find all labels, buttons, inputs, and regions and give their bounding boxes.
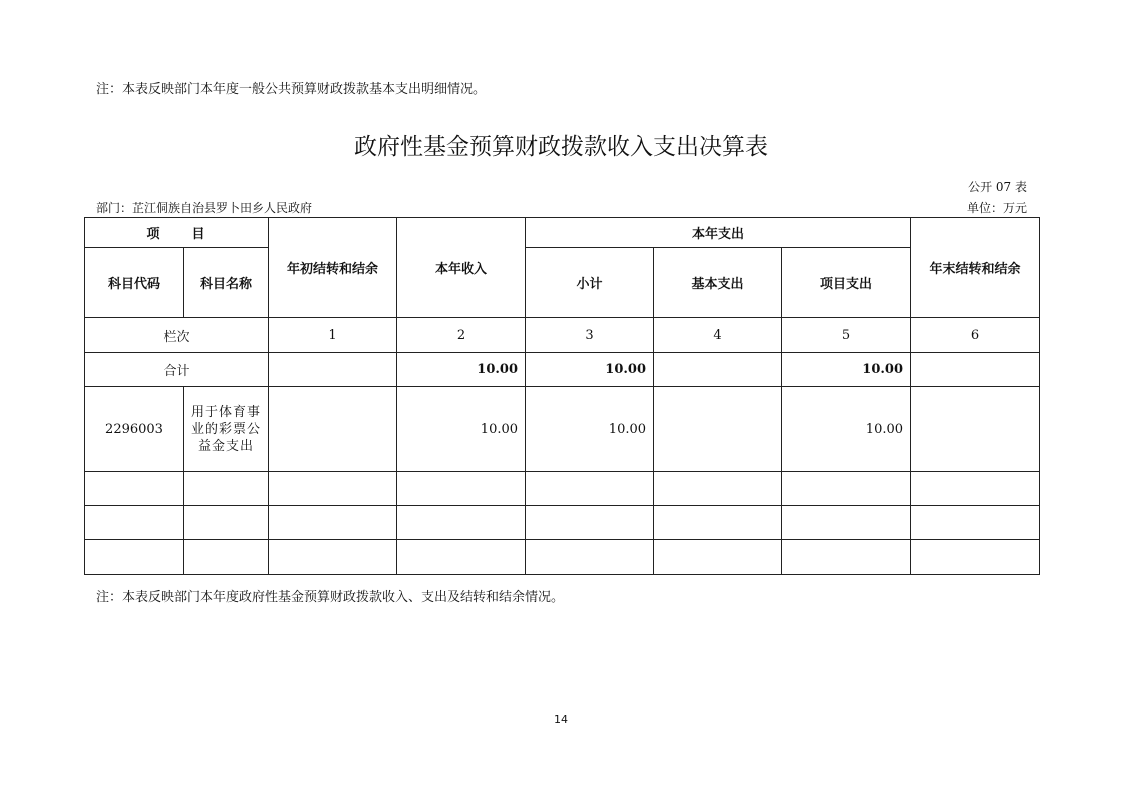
top-note: 注：本表反映部门本年度一般公共预算财政拨款基本支出明细情况。: [96, 82, 487, 97]
empty-cell: [184, 540, 269, 575]
unit-label: 单位：万元: [966, 201, 1027, 215]
empty-cell: [911, 540, 1040, 575]
total-subtotal: 10.00: [526, 353, 654, 387]
empty-cell: [526, 506, 654, 540]
empty-row: [85, 506, 1040, 540]
header-item: 项 目: [85, 218, 269, 248]
header-project: 项目支出: [782, 248, 911, 318]
row-begin-balance: [269, 387, 397, 472]
row-subtotal: 10.00: [526, 387, 654, 472]
empty-cell: [269, 540, 397, 575]
empty-row: [85, 540, 1040, 575]
empty-cell: [654, 472, 782, 506]
header-subtotal: 小计: [526, 248, 654, 318]
column-number-4: 4: [654, 318, 782, 353]
total-basic: [654, 353, 782, 387]
bottom-note: 注：本表反映部门本年度政府性基金预算财政拨款收入、支出及结转和结余情况。: [96, 590, 565, 605]
header-code: 科目代码: [85, 248, 184, 318]
empty-cell: [397, 472, 526, 506]
empty-cell: [782, 506, 911, 540]
empty-cell: [269, 506, 397, 540]
department-label: 部门：芷江侗族自治县罗卜田乡人民政府: [96, 201, 313, 215]
empty-cell: [911, 506, 1040, 540]
header-income: 本年收入: [397, 218, 526, 318]
total-row: [85, 353, 1040, 387]
row-code: 2296003: [85, 387, 184, 472]
empty-cell: [184, 506, 269, 540]
column-number-2: 2: [397, 318, 526, 353]
empty-cell: [397, 506, 526, 540]
header-name: 科目名称: [184, 248, 269, 318]
total-label: 合计: [85, 353, 269, 387]
fund-budget-table: [84, 217, 1040, 575]
empty-cell: [654, 540, 782, 575]
total-income: 10.00: [397, 353, 526, 387]
total-project: 10.00: [782, 353, 911, 387]
column-number-1: 1: [269, 318, 397, 353]
row-basic: [654, 387, 782, 472]
column-number-3: 3: [526, 318, 654, 353]
empty-cell: [782, 540, 911, 575]
empty-cell: [85, 540, 184, 575]
empty-cell: [269, 472, 397, 506]
empty-cell: [184, 472, 269, 506]
total-end-balance: [911, 353, 1040, 387]
column-number-6: 6: [911, 318, 1040, 353]
empty-row: [85, 472, 1040, 506]
page-title: 政府性基金预算财政拨款收入支出决算表: [354, 134, 768, 160]
row-name: 用于体育事业的彩票公益金支出: [184, 387, 269, 472]
column-number-row: [85, 318, 1040, 353]
empty-cell: [526, 540, 654, 575]
empty-cell: [85, 506, 184, 540]
empty-cell: [654, 506, 782, 540]
form-number: 公开 07 表: [968, 180, 1027, 194]
total-begin-balance: [269, 353, 397, 387]
header-basic: 基本支出: [654, 248, 782, 318]
row-project: 10.00: [782, 387, 911, 472]
column-number-label: 栏次: [85, 318, 269, 353]
row-end-balance: [911, 387, 1040, 472]
empty-cell: [782, 472, 911, 506]
row-income: 10.00: [397, 387, 526, 472]
empty-cell: [397, 540, 526, 575]
header-begin-balance: 年初结转和结余: [269, 218, 397, 318]
empty-cell: [911, 472, 1040, 506]
empty-cell: [526, 472, 654, 506]
page-number: 14: [554, 713, 568, 726]
column-number-5: 5: [782, 318, 911, 353]
header-end-balance: 年末结转和结余: [911, 218, 1040, 318]
header-expenditure: 本年支出: [526, 218, 911, 248]
table-row: [85, 387, 1040, 472]
empty-cell: [85, 472, 184, 506]
